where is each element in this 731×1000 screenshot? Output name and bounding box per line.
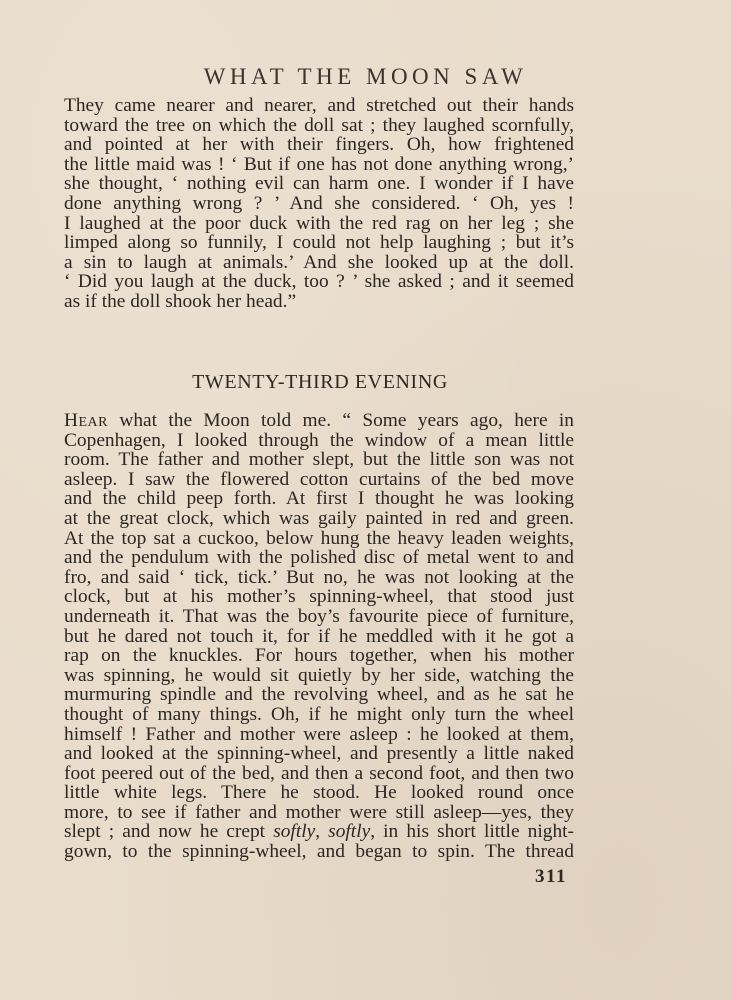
- text-line: underneath it. That was the boy’s favourite piece of furniture,: [64, 605, 574, 627]
- italic-softly-2: softly: [328, 821, 371, 843]
- first-line-text: what the Moon told me. “ Some years ago, here in: [108, 410, 574, 431]
- page-number: 311: [535, 866, 567, 887]
- running-head: WHAT THE MOON SAW: [203, 64, 528, 89]
- text-line: at the great clock, which was gaily painted in red and green.: [64, 507, 574, 529]
- text-line: the little maid was ! ‘ But if one has not done anything wrong,’: [64, 153, 574, 175]
- softly-line-before: slept ; and now he crept: [64, 821, 274, 843]
- opening-small-caps: Hear: [64, 410, 109, 431]
- text-line: Copenhagen, I looked through the window of a mean little: [64, 429, 574, 451]
- text-line: At the top sat a cuckoo, below hung the heavy leaden weights,: [64, 527, 574, 549]
- text-line: room. The father and mother slept, but the little son was not: [64, 449, 574, 471]
- softly-line-between: ,: [315, 821, 329, 843]
- text-line: and the child peep forth. At first I thought he was looking: [64, 488, 574, 510]
- text-line: thought of many things. Oh, if he might only turn the wheel: [64, 703, 574, 725]
- text-line: and the pendulum with the polished disc of metal went to and: [64, 547, 574, 569]
- text-line: was spinning, he would sit quietly by her side, watching the: [64, 664, 574, 686]
- text-line: toward the tree on which the doll sat ; they laughed scornfully,: [64, 114, 574, 136]
- paragraph-twenty-third-evening: [64, 411, 574, 862]
- text-line: I laughed at the poor duck with the red rag on her leg ; she: [64, 212, 574, 234]
- text-line: rap on the knuckles. For hours together, when his mother: [64, 645, 574, 667]
- text-line: and looked at the spinning-wheel, and presently a little naked: [64, 743, 574, 765]
- softly-line-after: , in his short little night-: [370, 821, 574, 843]
- text-line: more, to see if father and mother were still asleep—yes, they: [64, 801, 574, 823]
- text-line: foot peered out of the bed, and then a second foot, and then two: [64, 762, 574, 784]
- text-line: she thought, ‘ nothing evil can harm one. I wonder if I have: [64, 173, 574, 195]
- text-line: a sin to laugh at animals.’ And she looked up at the doll.: [64, 251, 574, 273]
- text-line: little white legs. There he stood. He looked round once: [64, 782, 574, 804]
- text-line: limped along so funnily, I could not help laughing ; but it’s: [64, 232, 574, 254]
- text-line: clock, but at his mother’s spinning-wheel, that stood just: [64, 586, 574, 608]
- text-line: done anything wrong ? ’ And she considered. ‘ Oh, yes !: [64, 192, 574, 214]
- text-line: asleep. I saw the flowered cotton curtains of the bed move: [64, 468, 574, 490]
- paragraph-continuation: [64, 96, 574, 312]
- text-line: and pointed at her with their fingers. Oh, how frightened: [64, 134, 574, 156]
- italic-softly-1: softly: [273, 821, 316, 843]
- text-line: but he dared not touch it, for if he meddled with it he got a: [64, 625, 574, 647]
- text-line-softly: [64, 822, 574, 842]
- section-heading: TWENTY-THIRD EVENING: [192, 371, 448, 393]
- text-line: They came nearer and nearer, and stretched out their hands: [64, 95, 574, 116]
- text-line-first: [64, 411, 574, 431]
- text-line: fro, and said ‘ tick, tick.’ But no, he was not looking at the: [64, 566, 574, 588]
- text-line: ‘ Did you laugh at the duck, too ? ’ she asked ; and it seemed: [64, 271, 574, 293]
- text-line: as if the doll shook her head.”: [64, 290, 297, 312]
- text-line: murmuring spindle and the revolving wheel, and as he sat he: [64, 684, 574, 706]
- text-line: gown, to the spinning-wheel, and began to spin. The thread: [64, 841, 574, 863]
- text-line: himself ! Father and mother were asleep : he looked at them,: [64, 723, 574, 745]
